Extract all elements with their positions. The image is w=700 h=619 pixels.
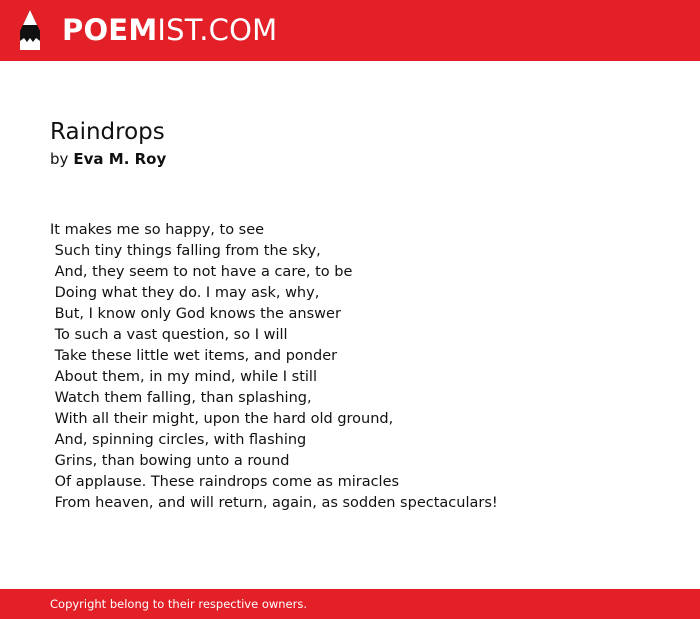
poem-line: And, they seem to not have a care, to be (50, 264, 353, 280)
poem-body (50, 220, 670, 514)
logo-text-light: IST.COM (157, 13, 278, 47)
poem-line: And, spinning circles, with flashing (50, 432, 307, 448)
poem-line: Such tiny things falling from the sky, (50, 243, 321, 259)
poem-line: Grins, than bowing unto a round (50, 453, 290, 469)
byline (50, 149, 166, 169)
copyright-text: Copyright belong to their respective owners. (50, 597, 308, 611)
author-link[interactable]: Eva M. Roy (73, 150, 167, 168)
poem-line: Take these little wet items, and ponder (50, 348, 338, 364)
poem-line: Doing what they do. I may ask, why, (50, 285, 320, 301)
poem-line: To such a vast question, so I will (50, 327, 288, 343)
poem-line: Watch them falling, than splashing, (50, 390, 312, 406)
poem-line: But, I know only God knows the answer (50, 306, 341, 322)
by-label: by (50, 150, 69, 168)
poem-line: About them, in my mind, while I still (50, 369, 317, 385)
site-logo-link[interactable] (62, 12, 277, 48)
site-footer (0, 589, 700, 619)
logo-text-bold: POEM (62, 13, 158, 47)
poem-line: Of applause. These raindrops come as miracles (50, 474, 400, 490)
poem-line: With all their might, upon the hard old ground, (50, 411, 394, 427)
poem-line: From heaven, and will return, again, as sodden spectaculars! (50, 495, 498, 511)
pen-nib-icon (17, 9, 43, 51)
poem-line: It makes me so happy, to see (50, 222, 265, 238)
poem-title: Raindrops (50, 119, 165, 145)
site-header (0, 0, 700, 61)
